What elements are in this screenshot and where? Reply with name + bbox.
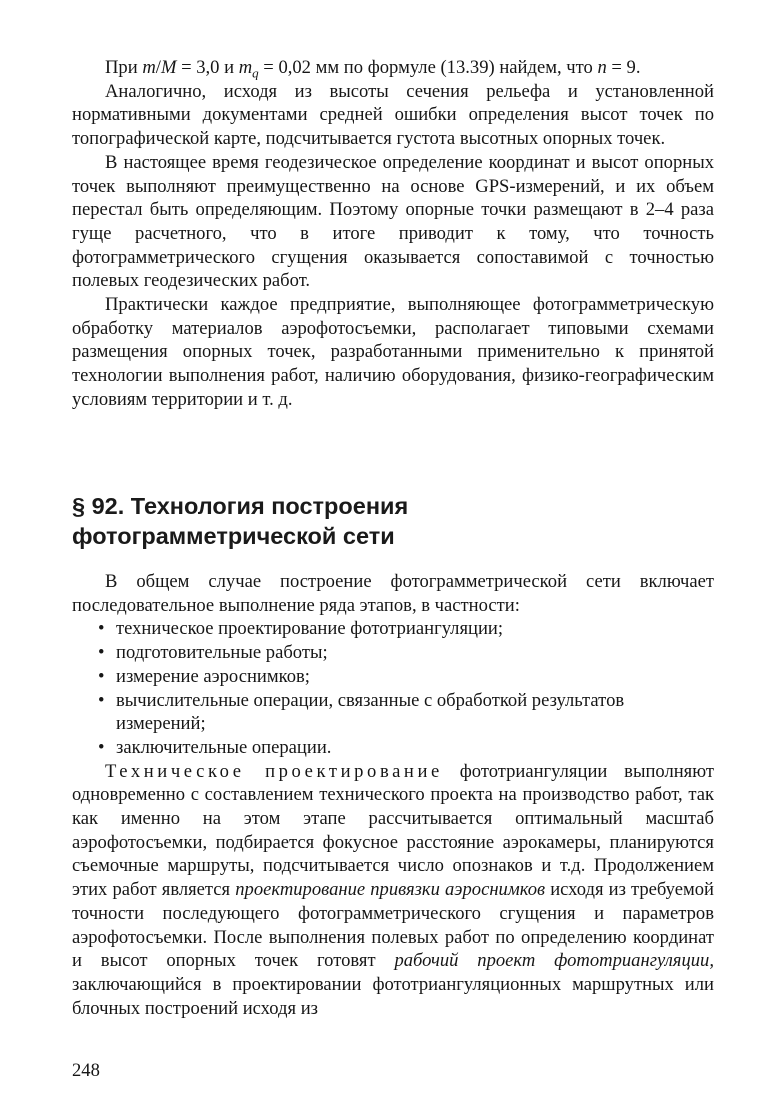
page-number: 248 — [72, 1060, 100, 1081]
formula-paragraph: При m/M = 3,0 и $m_q = 0,02$ мм по формуле (13.39) найдем, что n = 9. — [105, 57, 641, 81]
bottom-text-block — [72, 570, 714, 1020]
list-item: • вычислительные операции, связанные с обработкой результатов измерений; — [72, 689, 714, 736]
section-heading — [72, 491, 714, 551]
italic-term: рабочий проект фототриангуляции, — [394, 950, 714, 972]
paragraph-technical-design — [72, 760, 714, 1021]
paragraph-text: фототриангуляции выполняют одновременно с составлением технического проекта на производство работ, так как именно на этом этапе рассчитывается оптимальный масштаб аэрофотосъемки, подбирается фокусное расстояние аэрокамеры, планируются съемочные маршруты, подсчитывается число опознаков и т.д. Продолжением этих работ является — [72, 760, 714, 901]
list-item: • измерение аэроснимков; — [72, 665, 714, 689]
intro-paragraph: В общем случае построение фотограмметрической сети включает последовательное выполнение ряда этапов, в частности: — [72, 571, 714, 616]
section-heading-line-1: § 92. Технология построения — [72, 493, 409, 519]
top-text-block — [72, 56, 714, 412]
list-item: • заключительные операции. — [72, 736, 714, 760]
spaced-term: Техническое проектирование — [105, 760, 443, 782]
paragraph-text: исходя из требуемой точности последующего фотограмметрического сгущения и параметров аэрофотосъемки. После выполнения полевых работ по определению координат и высот опорных точек готовят — [72, 879, 715, 972]
list-item: • техническое проектирование фототриангуляции; — [72, 617, 714, 641]
paragraph-text: заключающийся в проектировании фототриангуляционных маршрутных или блочных построений исходя из — [72, 973, 714, 1019]
section-heading-line-2: фотограмметрической сети — [72, 523, 395, 549]
paragraph-height-density: Аналогично, исходя из высоты сечения рельефа и установленной нормативными документами средней ошибки определения высот точек по топографической карте, подсчитывается густота высотных опорных точек. — [72, 80, 714, 150]
paragraph-enterprise-schemes: Практически каждое предприятие, выполняющее фотограмметрическую обработку материалов аэрофотосъемки, располагает типовыми схемами размещения опорных точек, разработанными применительно к принятой технологии выполнения работ, наличию оборудования, физико-географическим условиям территории и т. д. — [72, 294, 714, 410]
stages-list — [72, 617, 714, 759]
italic-term: проектирование привязки аэроснимков — [235, 879, 546, 901]
paragraph-gps: В настоящее время геодезическое определение координат и высот опорных точек выполняют преимущественно на основе GPS-измерений, и их объем перестал быть определяющим. Поэтому опорные точки размещают в 2–4 раза гуще расчетного, что в итоге приводит к тому, что точность фотограмметрического сгущения оказывается сопоставимой с точностью полевых геодезических работ. — [72, 151, 714, 292]
list-item: • подготовительные работы; — [72, 641, 714, 665]
